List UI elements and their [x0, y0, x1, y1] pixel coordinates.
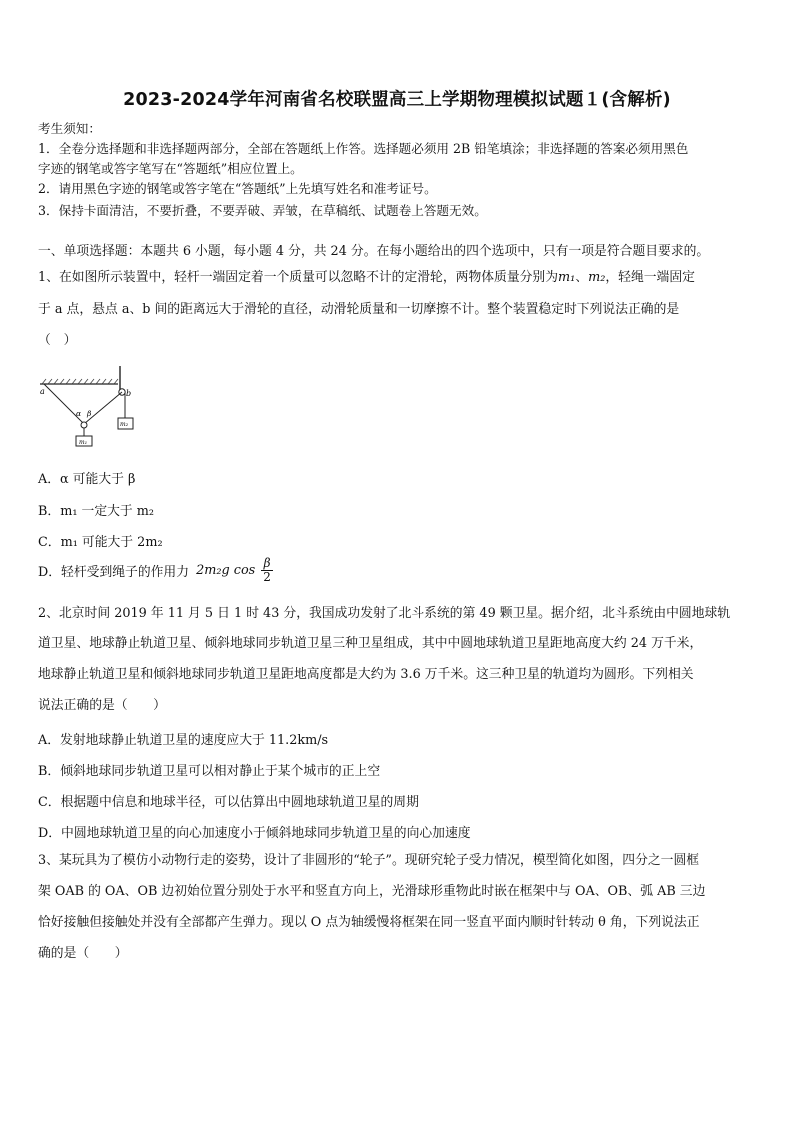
question-3-line-2: 架 OAB 的 OA、OB 边初始位置分别处于水平和竖直方向上，光滑球形重物此时嵌在框架中与 OA、OB、弧 AB 三边: [38, 884, 706, 899]
question-1-text-a: 1、在如图所示装置中，轻杆一端固定着一个质量可以忽略不计的定滑轮，两物体质量分别为: [38, 270, 559, 285]
question-2-line-3: 地球静止轨道卫星和倾斜地球同步轨道卫星距地高度都是大约为 3.6 万千米。这三种卫星的轨道均为圆形。下列相关: [38, 667, 694, 682]
question-1-option-d: [38, 557, 273, 584]
pulley-figure: [36, 362, 166, 452]
question-1-line-2: 于 a 点，悬点 a、b 间的距离远大于滑轮的直径，动滑轮质量和一切摩擦不计。整个装置稳定时下列说法正确的是: [38, 302, 680, 317]
mass-1-symbol: m₁: [558, 270, 576, 285]
label-m2: m₂: [120, 421, 129, 428]
notice-item-2: 2．请用黑色字迹的钢笔或答字笔在“答题纸”上先填写姓名和准考证号。: [38, 181, 437, 196]
question-3-line-3: 恰好接触但接触处并没有全部都产生弹力。现以 O 点为轴缓慢将框架在同一竖直平面内顺时针转动 θ 角，下列说法正: [38, 915, 700, 930]
section-heading: 一、单项选择题：本题共 6 小题，每小题 4 分，共 24 分。在每小题给出的四个选项中，只有一项是符合题目要求的。: [38, 244, 710, 259]
question-2-option-d: D．中圆地球轨道卫星的向心加速度小于倾斜地球同步轨道卫星的向心加速度: [38, 826, 471, 841]
question-2-line-2: 道卫星、地球静止轨道卫星、倾斜地球同步轨道卫星三种卫星组成，其中中圆地球轨道卫星距地高度大约 24 万千米，: [38, 636, 703, 651]
question-1-line-3: （ ）: [38, 333, 77, 348]
question-1-option-b: B．m₁ 一定大于 m₂: [38, 504, 155, 519]
mass-2-symbol: m₂: [588, 270, 606, 285]
question-3-line-1: 3、某玩具为了模仿小动物行走的姿势，设计了非圆形的“轮子”。现研究轮子受力情况，模型简化如图，四分之一圆框: [38, 853, 700, 868]
question-1-option-a: A．α 可能大于 β: [38, 472, 136, 487]
question-1-option-c: C．m₁ 可能大于 2m₂: [38, 535, 163, 550]
label-a: a: [40, 387, 45, 396]
question-2-line-4: 说法正确的是（ ）: [38, 698, 166, 713]
question-1-option-d-fraction: [261, 557, 273, 584]
question-1-text-b: ，轻绳一端固定: [605, 270, 695, 285]
label-m1: m₁: [79, 439, 88, 446]
notice-item-1: 1．全卷分选择题和非选择题两部分，全部在答题纸上作答。选择题必须用 2B 铅笔填涂；非选择题的答案必须用黑色: [38, 141, 689, 156]
notice-item-1-cont: 字迹的钢笔或答字笔写在“答题纸”相应位置上。: [38, 161, 303, 176]
question-2-line-1: 2、北京时间 2019 年 11 月 5 日 1 时 43 分，我国成功发射了北斗系统的第 49 颗卫星。据介绍，北斗系统由中圆地球轨: [38, 606, 731, 621]
fraction-numerator: β: [261, 557, 273, 571]
notice-heading: 考生须知：: [38, 121, 101, 136]
question-1-line-1: [38, 270, 695, 286]
question-2-option-c: C．根据题中信息和地球半径，可以估算出中圆地球轨道卫星的周期: [38, 795, 419, 810]
label-alpha: α: [76, 409, 82, 418]
question-1-option-d-math: 2m₂g cos: [196, 563, 256, 578]
label-beta: β: [87, 409, 92, 418]
page-title: 2023-2024学年河南省名校联盟高三上学期物理模拟试题１(含解析): [123, 90, 671, 110]
fraction-denominator: 2: [263, 570, 271, 584]
notice-item-3: 3．保持卡面清洁，不要折叠，不要弄破、弄皱，在草稿纸、试题卷上答题无效。: [38, 203, 487, 218]
question-2-option-a: A．发射地球静止轨道卫星的速度应大于 11.2km/s: [38, 733, 329, 748]
question-1-sep: 、: [575, 270, 589, 285]
question-2-option-b: B．倾斜地球同步轨道卫星可以相对静止于某个城市的正上空: [38, 764, 381, 779]
question-3-line-4: 确的是（ ）: [38, 946, 128, 961]
question-1-option-d-text: D．轻杆受到绳子的作用力: [38, 565, 190, 580]
label-b: b: [126, 389, 132, 398]
